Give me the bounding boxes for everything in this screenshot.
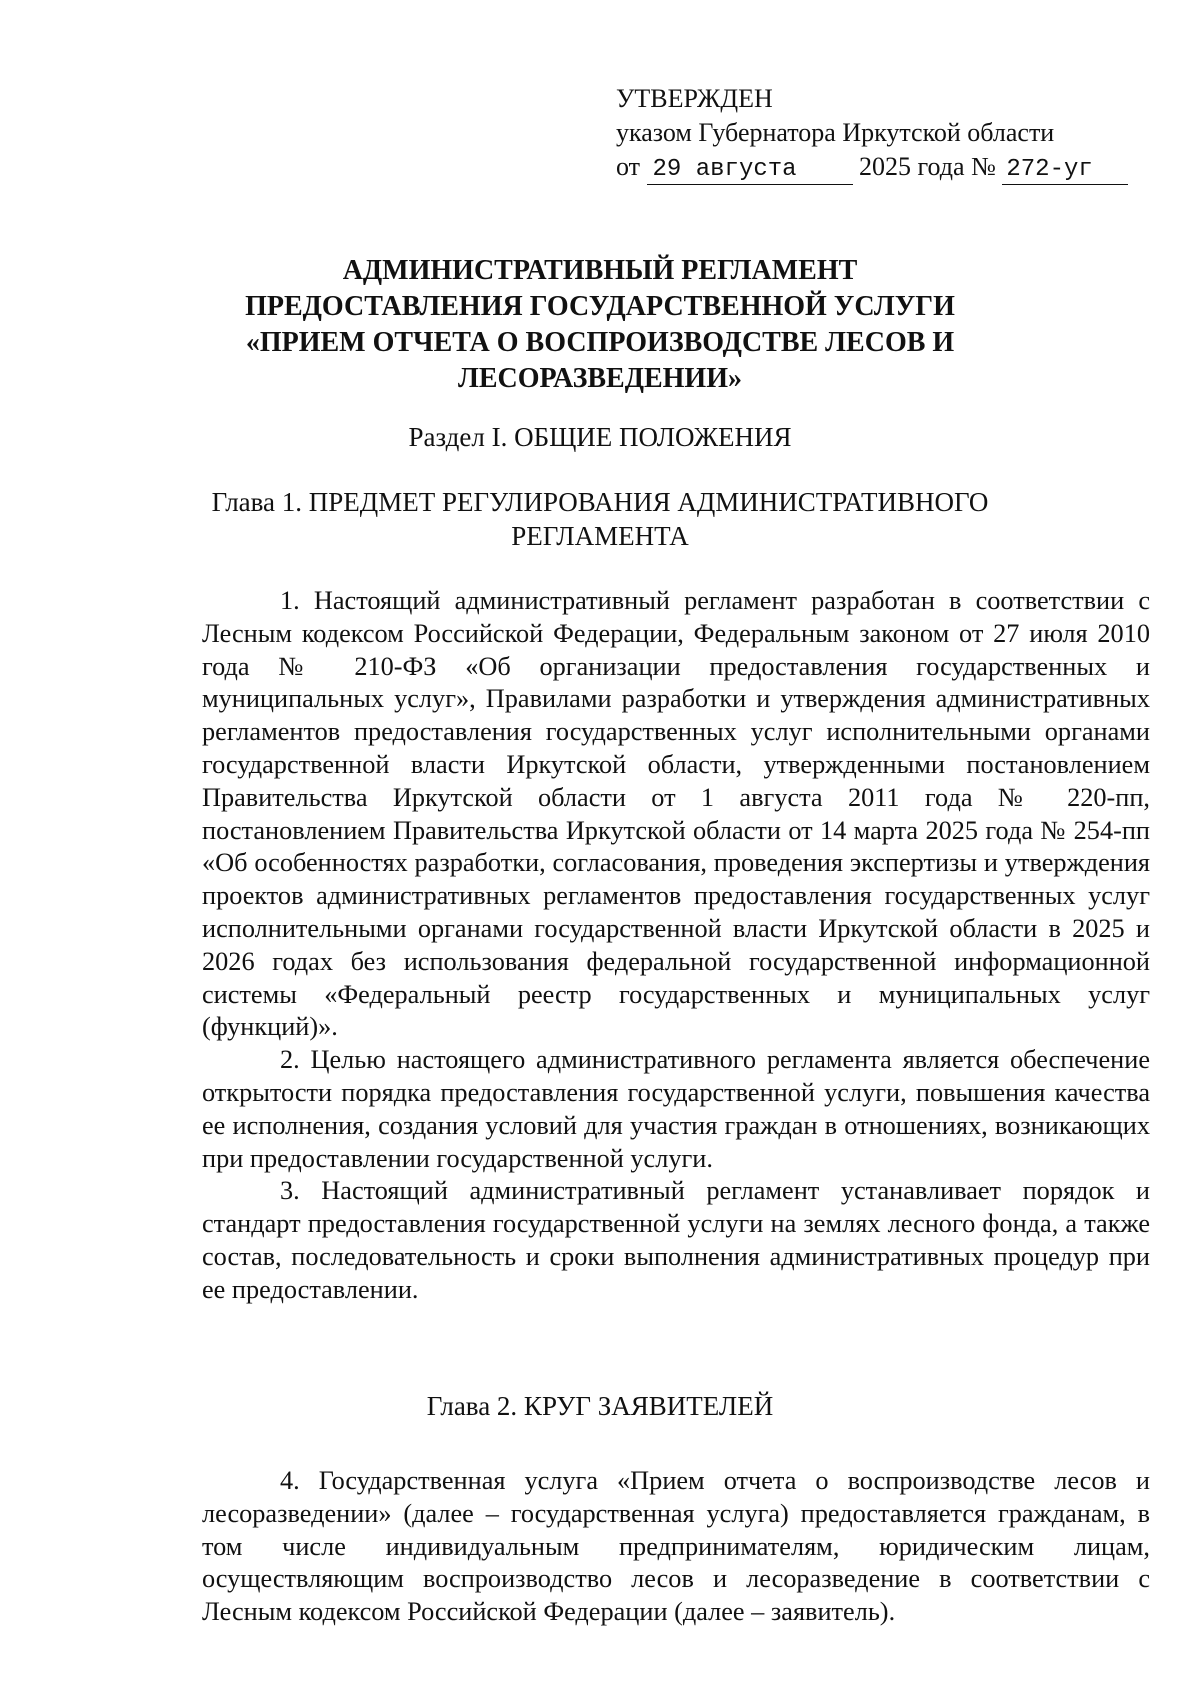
section-heading: Раздел I. ОБЩИЕ ПОЛОЖЕНИЯ bbox=[408, 422, 792, 452]
chapter-2-body bbox=[202, 1465, 1150, 1629]
paragraph-1: 1. Настоящий административный регламент разработан в соответствии с Лесным кодексом Российской Федерации, Федеральным законом от 27 июля 2010 года № 210-ФЗ «Об организации предоставления государственных и муниципальных услуг», Правилами разработки и утверждения административных регламентов предоставления государственных услуг исполнительными органами государственной власти Иркутской области, утвержденными постановлением Правительства Иркутской области от 1 августа 2011 года № 220-пп, постановлением Правительства Иркутской области от 14 марта 2025 года № 254-пп «Об особенностях разработки, согласования, проведения экспертизы и утверждения проектов административных регламентов предоставления государственных услуг исполнительными органами государственной власти Иркутской области в 2025 и 2026 годах без использования федеральной государственной информационной системы «Федеральный реестр государственных и муниципальных услуг (функций)». bbox=[202, 586, 1150, 1042]
document-title bbox=[150, 253, 1050, 397]
title-line-2: ПРЕДОСТАВЛЕНИЯ ГОСУДАРСТВЕННОЙ УСЛУГИ bbox=[245, 291, 955, 322]
approval-year-text: 2025 года № bbox=[859, 152, 996, 181]
paragraph-2: 2. Целью настоящего административного регламента является обеспечение открытости порядка предоставления государственной услуги, повышения качества ее исполнения, создания условий для участия граждан в отношениях, возникающих при предоставлении государственной услуги. bbox=[202, 1045, 1150, 1173]
approval-approved: УТВЕРЖДЕН bbox=[616, 84, 773, 113]
approval-number-field: 272-уг bbox=[1002, 156, 1128, 185]
title-line-3: «ПРИЕМ ОТЧЕТА О ВОСПРОИЗВОДСТВЕ ЛЕСОВ И bbox=[245, 327, 955, 358]
chapter-2-heading: Глава 2. КРУГ ЗАЯВИТЕЛЕЙ bbox=[426, 1391, 774, 1421]
approval-from-prefix: от bbox=[616, 152, 641, 181]
approval-decree: указом Губернатора Иркутской области bbox=[616, 118, 1055, 147]
approval-date-line bbox=[616, 150, 1128, 185]
chapter-1-line-2: РЕГЛАМЕНТА bbox=[511, 521, 689, 551]
chapter-1-line-1: Глава 1. ПРЕДМЕТ РЕГУЛИРОВАНИЯ АДМИНИСТРАТИВНОГО bbox=[211, 487, 989, 517]
approval-stamp bbox=[616, 82, 1128, 185]
paragraph-3: 3. Настоящий административный регламент устанавливает порядок и стандарт предоставления государственной услуги на землях лесного фонда, а также состав, последовательность и сроки выполнения административных процедур при ее предоставлении. bbox=[202, 1176, 1150, 1304]
title-line-4: ЛЕСОРАЗВЕДЕНИИ» bbox=[458, 363, 742, 394]
approval-date-field: 29 августа bbox=[647, 156, 853, 185]
chapter-1-body bbox=[202, 585, 1150, 1307]
paragraph-4: 4. Государственная услуга «Прием отчета о воспроизводстве лесов и лесоразведении» (далее – государственная услуга) предоставляется гражданам, в том числе индивидуальным предпринимателям, юридическим лицам, осуществляющим воспроизводство лесов и лесоразведение в соответствии с Лесным кодексом Российской Федерации (далее – заявитель). bbox=[202, 1466, 1150, 1627]
title-line-1: АДМИНИСТРАТИВНЫЙ РЕГЛАМЕНТ bbox=[342, 255, 858, 286]
chapter-1-heading bbox=[150, 485, 1050, 553]
